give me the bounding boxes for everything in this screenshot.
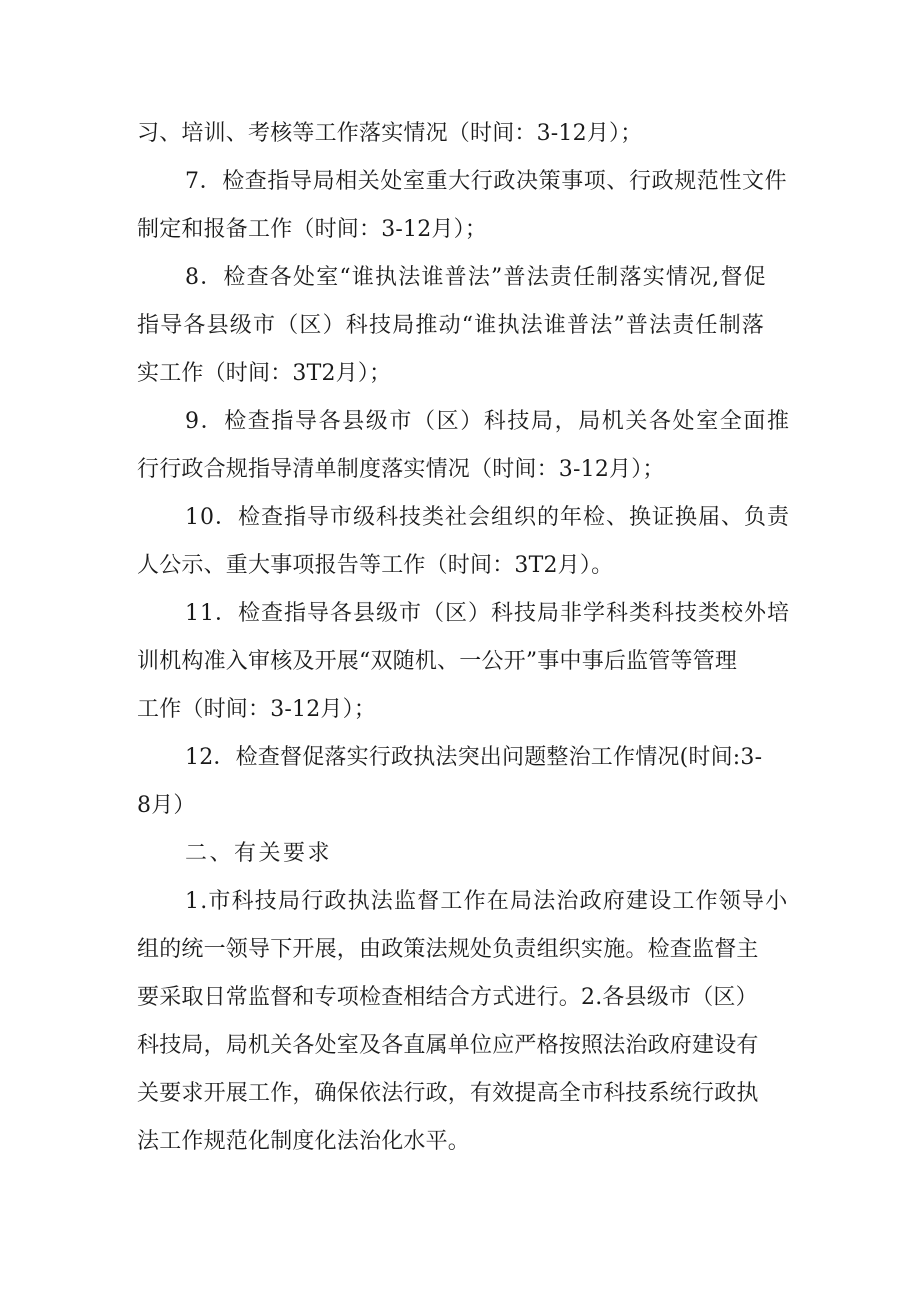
text-line: 8月） [137, 793, 196, 818]
text-line: 11．检查指导各县级市（区）科技局非学科类科技类校外培 [185, 601, 790, 626]
text-line: 组的统一领导下开展，由政策法规处负责组织实施。检查监督主 [137, 937, 759, 962]
text-line: 工作（时间：3-12月）； [137, 697, 377, 722]
section-heading-text: 二、有关要求 [185, 841, 333, 866]
document-body [137, 110, 791, 1166]
paragraph-item-11 [137, 590, 791, 734]
text-line: 9．检查指导各县级市（区）科技局，局机关各处室全面推 [185, 409, 791, 434]
text-line: 7．检查指导局相关处室重大行政决策事项、行政规范性文件 [185, 169, 788, 194]
text-line: 1.市科技局行政执法监督工作在局法治政府建设工作领导小 [185, 889, 789, 914]
text-line: 行行政合规指导清单制度落实情况（时间：3-12月）； [137, 457, 665, 482]
section-heading-requirements [137, 830, 791, 878]
text-line: 12．检查督促落实行政执法突出问题整治工作情况(时间:3- [185, 745, 763, 770]
text-line: 关要求开展工作，确保依法行政，有效提高全市科技系统行政执 [137, 1081, 759, 1106]
paragraph-item-9 [137, 398, 791, 494]
text-line: 指导各县级市（区）科技局推动“谁执法谁普法”普法责任制落 [137, 313, 766, 338]
paragraph-item-12 [137, 734, 791, 830]
paragraph-item-10 [137, 494, 791, 590]
text-line: 科技局，局机关各处室及各直属单位应严格按照法治政府建设有 [137, 1033, 759, 1058]
text-line: 法工作规范化制度化法治化水平。 [137, 1129, 471, 1154]
paragraph-requirements-1 [137, 878, 791, 1166]
paragraph-item-7 [137, 158, 791, 254]
text-line: 10．检查指导市级科技类社会组织的年检、换证换届、负责 [185, 505, 790, 530]
text-line: 实工作（时间：3T2月）； [137, 361, 392, 386]
text-line: 训机构准入审核及开展“双随机、一公开”事中事后监管等管理 [137, 649, 738, 674]
text-line: 制定和报备工作（时间：3-12月）； [137, 217, 488, 242]
text-line: 8．检查各处室“谁执法谁普法”普法责任制落实情况,督促 [185, 265, 767, 290]
text-line: 要采取日常监督和专项检查相结合方式进行。2.各县级市（区） [137, 985, 758, 1010]
paragraph-item-6-continued [137, 110, 791, 158]
text-line: 人公示、重大事项报告等工作（时间：3T2月）。 [137, 553, 614, 578]
paragraph-item-8 [137, 254, 791, 398]
text-line: 习、培训、考核等工作落实情况（时间：3-12月）； [137, 121, 643, 146]
